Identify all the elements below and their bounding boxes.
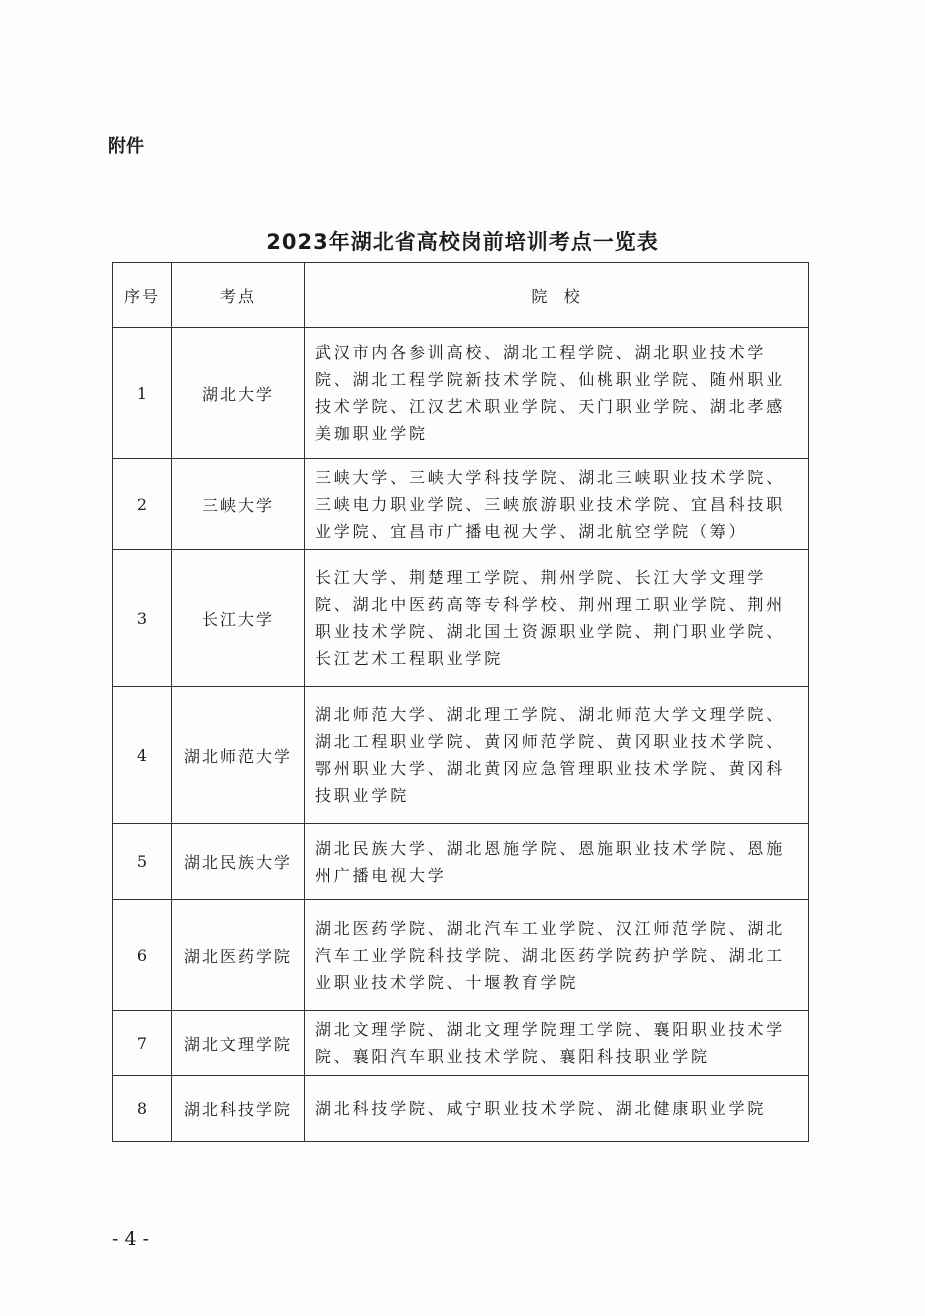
- row-number: 2: [113, 459, 172, 550]
- header-site: 考点: [172, 263, 305, 328]
- exam-site: 湖北大学: [172, 328, 305, 459]
- row-number: 8: [113, 1076, 172, 1142]
- page-title: 2023年湖北省高校岗前培训考点一览表: [266, 230, 659, 254]
- school-list: 湖北医药学院、湖北汽车工业学院、汉江师范学院、湖北汽车工业学院科技学院、湖北医药学院药护学院、湖北工业职业技术学院、十堰教育学院: [305, 900, 809, 1011]
- row-number: 4: [113, 687, 172, 824]
- table-row: [113, 459, 809, 550]
- exam-site: 湖北文理学院: [172, 1011, 305, 1076]
- table-row: [113, 550, 809, 687]
- table-row: [113, 1011, 809, 1076]
- table-row: [113, 328, 809, 459]
- school-list: 湖北科技学院、咸宁职业技术学院、湖北健康职业学院: [305, 1076, 809, 1142]
- exam-site: 三峡大学: [172, 459, 305, 550]
- header-schools: 院 校: [305, 263, 809, 328]
- exam-site: 湖北民族大学: [172, 824, 305, 900]
- row-number: 7: [113, 1011, 172, 1076]
- exam-site: 长江大学: [172, 550, 305, 687]
- school-list: 三峡大学、三峡大学科技学院、湖北三峡职业技术学院、三峡电力职业学院、三峡旅游职业技术学院、宜昌科技职业学院、宜昌市广播电视大学、湖北航空学院（筹）: [305, 459, 809, 550]
- row-number: 5: [113, 824, 172, 900]
- table-row: [113, 900, 809, 1011]
- exam-site: 湖北医药学院: [172, 900, 305, 1011]
- table-row: [113, 824, 809, 900]
- table-header-row: [113, 263, 809, 328]
- header-no: 序号: [113, 263, 172, 328]
- table-row: [113, 687, 809, 824]
- school-list: 湖北民族大学、湖北恩施学院、恩施职业技术学院、恩施州广播电视大学: [305, 824, 809, 900]
- row-number: 1: [113, 328, 172, 459]
- exam-sites-table: [112, 262, 809, 1142]
- table-row: [113, 1076, 809, 1142]
- row-number: 3: [113, 550, 172, 687]
- school-list: 湖北师范大学、湖北理工学院、湖北师范大学文理学院、湖北工程职业学院、黄冈师范学院、黄冈职业技术学院、鄂州职业大学、湖北黄冈应急管理职业技术学院、黄冈科技职业学院: [305, 687, 809, 824]
- row-number: 6: [113, 900, 172, 1011]
- school-list: 湖北文理学院、湖北文理学院理工学院、襄阳职业技术学院、襄阳汽车职业技术学院、襄阳科技职业学院: [305, 1011, 809, 1076]
- attachment-label: 附件: [108, 136, 144, 157]
- page-number: - 4 -: [112, 1228, 150, 1250]
- exam-site: 湖北师范大学: [172, 687, 305, 824]
- school-list: 武汉市内各参训高校、湖北工程学院、湖北职业技术学院、湖北工程学院新技术学院、仙桃职业学院、随州职业技术学院、江汉艺术职业学院、天门职业学院、湖北孝感美珈职业学院: [305, 328, 809, 459]
- school-list: 长江大学、荆楚理工学院、荆州学院、长江大学文理学院、湖北中医药高等专科学校、荆州理工职业学院、荆州职业技术学院、湖北国土资源职业学院、荆门职业学院、长江艺术工程职业学院: [305, 550, 809, 687]
- exam-site: 湖北科技学院: [172, 1076, 305, 1142]
